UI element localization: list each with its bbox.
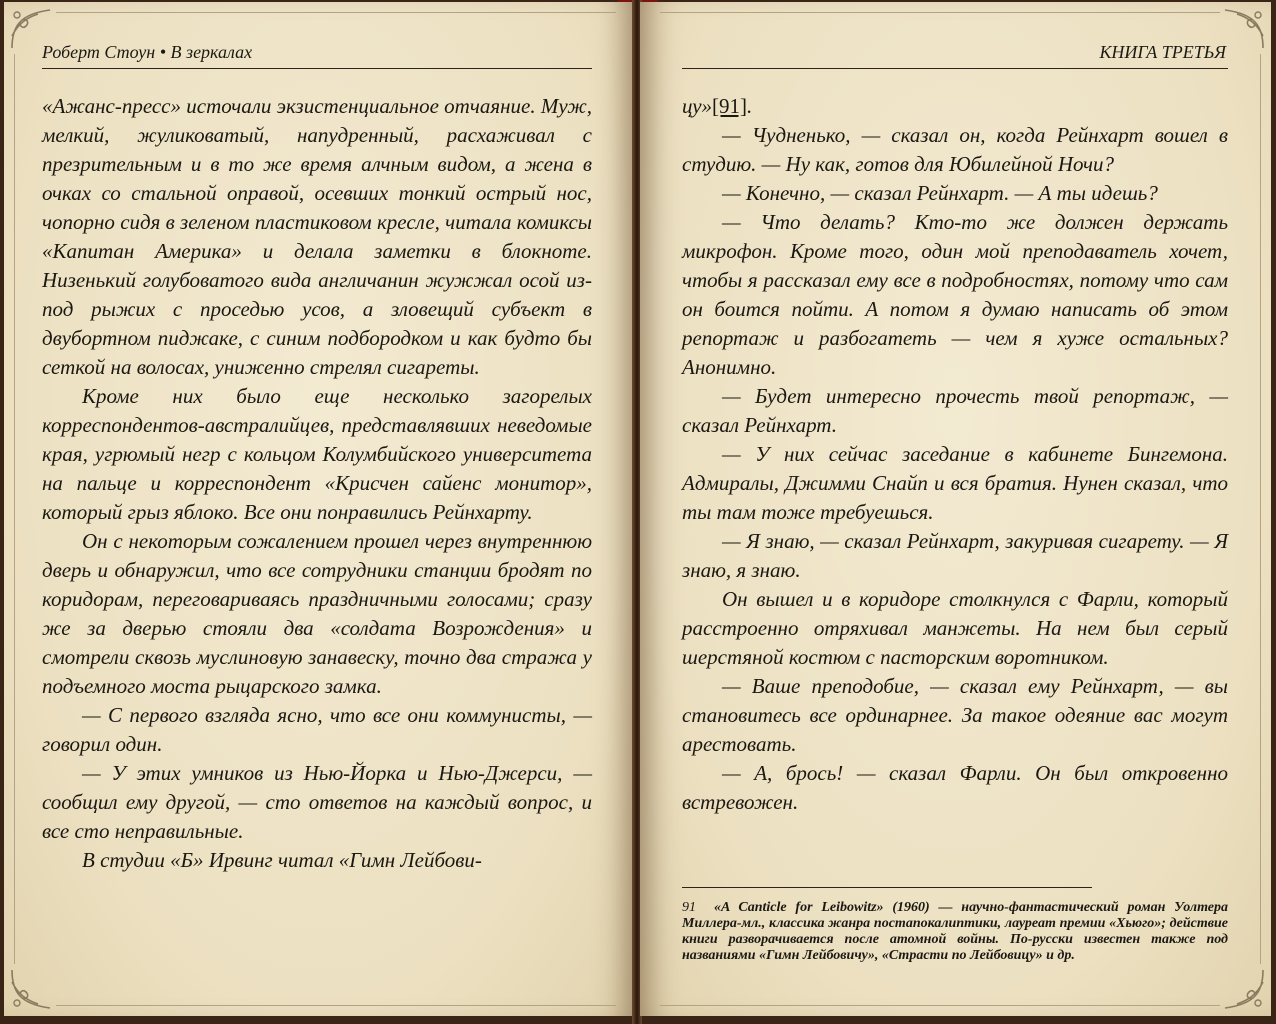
continued-text: цу»: [682, 94, 713, 118]
paragraph: — Ваше преподобие, — сказал ему Рейнхарт, — вы становитесь все ординарнее. За такое одеяние вас могут арестовать.: [682, 674, 1228, 756]
left-page-body: [42, 92, 592, 875]
running-header: [1099, 42, 1226, 63]
header-part-title: КНИГА ТРЕТЬЯ: [1099, 42, 1226, 62]
corner-ornament-icon: [1221, 6, 1267, 52]
paragraph: «Ажанс-пресс» источали экзистенциальное отчаяние. Муж, мелкий, жуликоватый, напудренный, расхаживал с презрительным и в то же время алчным видом, а жена в очках со стальной оправой, осевших тонкий острый нос, чопорно сидя в зеленом пластиковом кресле, читала комиксы «Капитан Америка» и делала заметки в блокноте. Низенький голубоватого вида англичанин жужжал осой из-под рыжих с проседью усов, а зловещий субъект в двубортном пиджаке, с синим подбородком и как будто бы сеткой на волосах, униженно стрелял сигареты.: [42, 94, 592, 379]
paragraph: Он вышел и в коридоре столкнулся с Фарли, который расстроенно отряхивал манжеты. На нем был серый шерстяной костюм с пасторским воротником.: [682, 587, 1228, 669]
paragraph: — А, брось! — сказал Фарли. Он был откровенно встревожен.: [682, 761, 1228, 814]
footnote-number: 91: [682, 900, 696, 915]
page-frame-line: [56, 1005, 616, 1006]
paragraph: — С первого взгляда ясно, что все они коммунисты, — говорил один.: [42, 703, 592, 756]
paragraph: — Будет интересно прочесть твой репортаж, — сказал Рейнхарт.: [682, 384, 1228, 437]
header-author: Роберт Стоун: [42, 42, 156, 62]
header-rule: [682, 68, 1228, 69]
right-page: [640, 2, 1271, 1016]
continued-text-end: .: [747, 94, 753, 118]
paragraph: — У этих умников из Нью-Йорка и Нью-Джерси, — сообщил ему другой, — сто ответов на каждый вопрос, и все сто неправильные.: [42, 761, 592, 843]
corner-ornament-icon: [1221, 966, 1267, 1012]
page-frame-line: [56, 12, 616, 13]
left-page: [4, 2, 634, 1016]
footnote-reference-link[interactable]: [91]: [712, 94, 748, 118]
paragraph: В студии «Б» Ирвинг читал «Гимн Лейбови-: [82, 848, 482, 872]
page-frame-line: [660, 1005, 1220, 1006]
page-frame-line: [1260, 54, 1261, 964]
footnote: [682, 900, 1228, 964]
paragraph: [682, 92, 1228, 121]
paragraph: — Что делать? Кто-то же должен держать микрофон. Кроме того, один мой преподаватель хочет, чтобы я рассказал ему все в подробностях, потому что сам он боится пойти. А потом я думаю написать об этом репортаж и разбогатеть — чем я хуже остальных? Анонимно.: [682, 210, 1228, 379]
paragraph: Он с некоторым сожалением прошел через внутреннюю дверь и обнаружил, что все сотрудники станции бродят по коридорам, переговариваясь праздничными голосами; сразу же за дверью стояли два «солдата Возрождения» и смотрели сквозь муслиновую занавеску, точно два стража у подъемного моста рыцарского замка.: [42, 529, 592, 698]
paragraph: Кроме них было еще несколько загорелых корреспондентов-австралийцев, представлявших неведомые края, угрюмый негр с кольцом Колумбийского университета на пальце и корреспондент «Крисчен сайенс монитор», который грыз яблоко. Все они понравились Рейнхарту.: [42, 384, 592, 524]
header-bullet: •: [159, 42, 167, 62]
paragraph: — Я знаю, — сказал Рейнхарт, закуривая сигарету. — Я знаю, я знаю.: [682, 529, 1228, 582]
running-header: [42, 42, 252, 63]
paragraph: — Конечно, — сказал Рейнхарт. — А ты идешь?: [722, 181, 1158, 205]
paragraph: — У них сейчас заседание в кабинете Бингемона. Адмиралы, Джимми Снайп и вся братия. Нунен сказал, что ты там тоже требуешься.: [682, 442, 1228, 524]
right-page-body: [682, 92, 1228, 817]
page-frame-line: [14, 54, 15, 964]
page-frame-line: [660, 12, 1220, 13]
footnote-text: «A Canticle for Leibowitz» (1960) — научно-фантастический роман Уолтера Миллера-мл., классика жанра постапокалиптики, лауреат премии «Хьюго»; действие книги разворачивается после атомной войны. По-русски известен также под названиями «Гимн Лейбовичу», «Страсти по Лейбовицу» и др.: [682, 900, 1228, 963]
header-rule: [42, 68, 592, 69]
footnote-rule: [682, 887, 1092, 888]
paragraph: — Чудненько, — сказал он, когда Рейнхарт вошел в студию. — Ну как, готов для Юбилейной Ночи?: [682, 123, 1228, 176]
corner-ornament-icon: [8, 966, 54, 1012]
header-book-title: В зеркалах: [170, 42, 253, 62]
